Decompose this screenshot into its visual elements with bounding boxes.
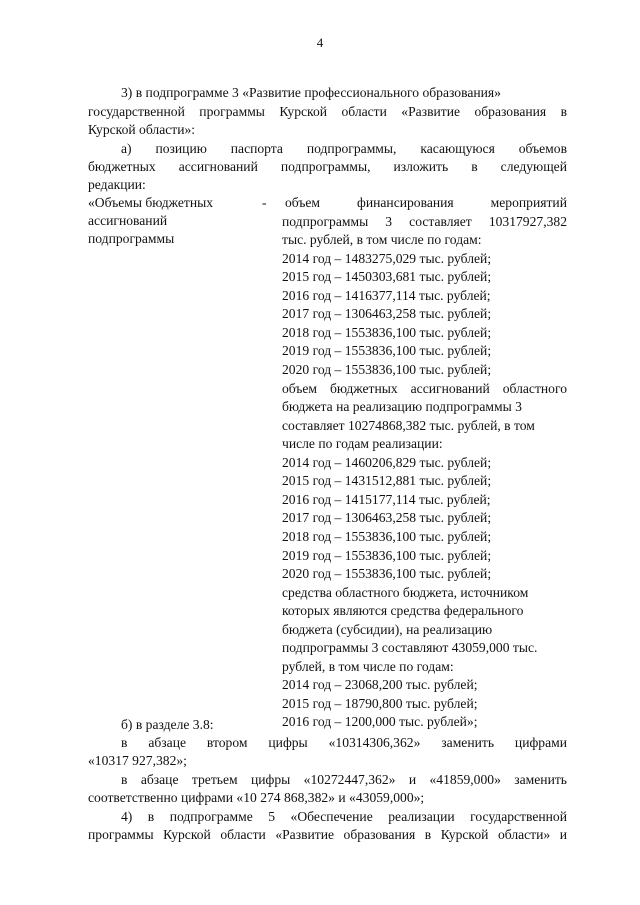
passport-dash: -: [262, 195, 267, 210]
passport-body-line: 2014 год – 23068,200 тыс. рублей;: [282, 677, 478, 693]
passport-body-line: подпрограммы 3 составляют 43059,000 тыс.: [282, 640, 538, 656]
passport-body-line: составляет 10274868,382 тыс. рублей, в том: [282, 417, 535, 433]
passport-body-line: которых являются средства федерального: [282, 603, 524, 619]
item3b-heading: б) в разделе 3.8:: [121, 717, 214, 732]
item3a-line1: а) позицию паспорта подпрограммы, касающуюся объемов: [121, 141, 567, 156]
passport-body-line: 2017 год – 1306463,258 тыс. рублей;: [282, 510, 492, 526]
passport-body-line: объем финансирования мероприятий: [285, 195, 567, 210]
passport-body-line: 2020 год – 1553836,100 тыс. рублей;: [282, 362, 492, 377]
passport-body-line: 2016 год – 1415177,114 тыс. рублей;: [282, 491, 491, 507]
passport-body-line: 2015 год – 1450303,681 тыс. рублей;: [282, 269, 492, 285]
passport-body-line: бюджета на реализацию подпрограммы 3: [282, 399, 522, 415]
item3-line2: государственной программы Курской области «Развитие образования в: [88, 104, 567, 119]
item3b-para2-line1: в абзаце третьем цифры «10272447,362» и «41859,000» заменить: [121, 772, 567, 787]
passport-body-line: 2017 год – 1306463,258 тыс. рублей;: [282, 306, 492, 322]
passport-label-line: подпрограммы: [88, 231, 175, 246]
page-number: 4: [316, 35, 324, 50]
item4-line1: 4) в подпрограмме 5 «Обеспечение реализации государственной: [121, 809, 567, 824]
passport-body-line: 2014 год – 1483275,029 тыс. рублей;: [282, 250, 492, 266]
passport-body-line: 2019 год – 1553836,100 тыс. рублей;: [282, 343, 492, 359]
passport-label-line: ассигнований: [88, 213, 168, 228]
passport-body-line: 2016 год – 1200,000 тыс. рублей»;: [282, 714, 478, 730]
passport-body-line: объем бюджетных ассигнований областного: [282, 380, 567, 396]
passport-body-line: 2018 год – 1553836,100 тыс. рублей;: [282, 324, 492, 340]
item3b-para1-line2: «10317 927,382»;: [88, 753, 187, 768]
passport-body-line: 2014 год – 1460206,829 тыс. рублей;: [282, 454, 492, 470]
passport-body-line: рублей, в том числе по годам:: [282, 658, 454, 674]
passport-body-line: 2015 год – 18790,800 тыс. рублей;: [282, 695, 478, 711]
passport-body-line: бюджета (субсидии), на реализацию: [282, 621, 493, 637]
passport-label-line: «Объемы бюджетных: [88, 195, 214, 210]
passport-body-line: 2020 год – 1553836,100 тыс. рублей;: [282, 566, 492, 581]
item3-line3: Курской области»:: [88, 122, 196, 137]
passport-body-line: тыс. рублей, в том числе по годам:: [282, 232, 482, 248]
passport-body-line: 2015 год – 1431512,881 тыс. рублей;: [282, 473, 492, 489]
passport-body-line: подпрограммы 3 составляет 10317927,382: [282, 213, 567, 229]
item3a-line2: бюджетных ассигнований подпрограммы, изложить в следующей: [88, 159, 567, 174]
item3b-para1-line1: в абзаце втором цифры «10314306,362» заменить цифрами: [121, 735, 567, 750]
passport-body-line: 2019 год – 1553836,100 тыс. рублей;: [282, 547, 492, 563]
item3a-line3: редакции:: [88, 177, 146, 192]
item4-line2: программы Курской области «Развитие образования в Курской области» и: [88, 827, 567, 842]
passport-body-line: 2018 год – 1553836,100 тыс. рублей;: [282, 528, 492, 544]
item3-line1: 3) в подпрограмме 3 «Развитие профессионального образования»: [121, 85, 501, 100]
passport-body-line: средства областного бюджета, источником: [282, 584, 529, 600]
item3b-para2-line2: соответственно цифрами «10 274 868,382» и «43059,000»;: [88, 790, 425, 805]
passport-body-line: 2016 год – 1416377,114 тыс. рублей;: [282, 287, 491, 303]
passport-body-line: числе по годам реализации:: [282, 436, 443, 452]
